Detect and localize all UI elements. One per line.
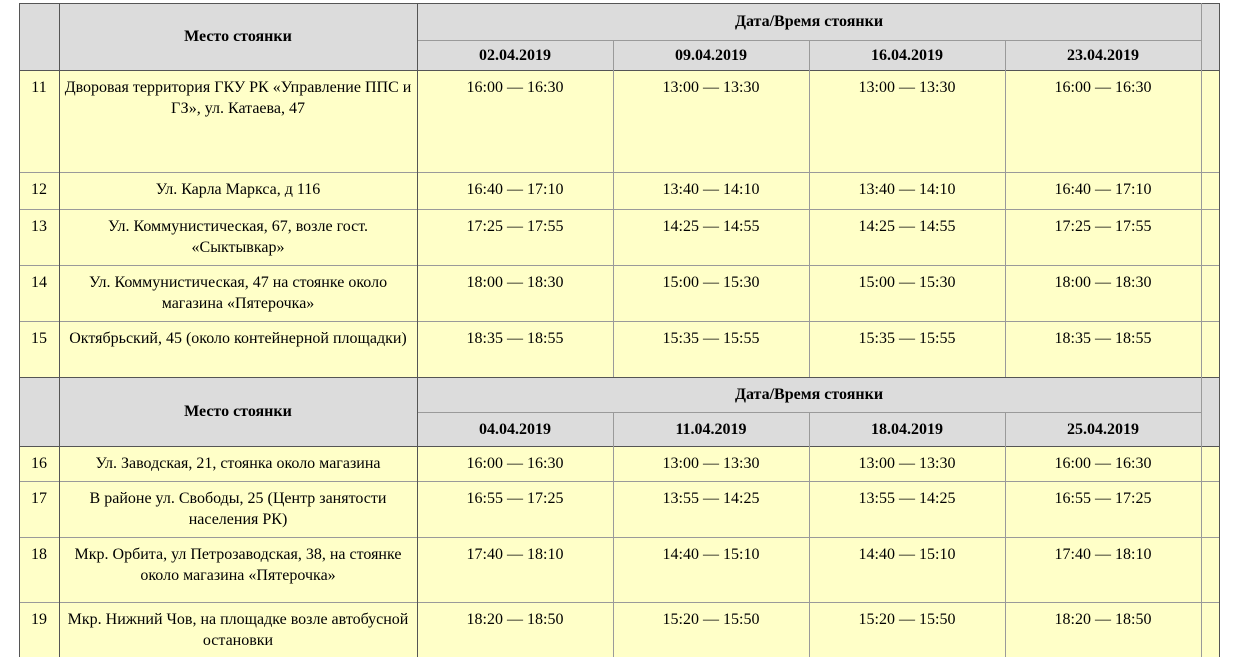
row-time: 14:40 — 15:10 — [809, 537, 1005, 602]
row-time: 16:55 — 17:25 — [1005, 481, 1201, 537]
grid-line — [19, 481, 1219, 482]
row-time: 13:00 — 13:30 — [809, 446, 1005, 481]
row-time: 17:40 — 18:10 — [1005, 537, 1201, 602]
row-time: 13:00 — 13:30 — [809, 70, 1005, 172]
row-edge — [1201, 602, 1219, 657]
row-time: 16:00 — 16:30 — [1005, 446, 1201, 481]
header-datetime: Дата/Время стоянки — [417, 377, 1201, 412]
grid-line — [59, 377, 60, 657]
grid-line — [613, 40, 614, 377]
header-place: Место стоянки — [59, 3, 417, 70]
row-time: 16:40 — 17:10 — [417, 172, 613, 209]
header-datetime: Дата/Время стоянки — [417, 3, 1201, 40]
row-number: 14 — [19, 265, 59, 321]
header-date: 04.04.2019 — [417, 412, 613, 446]
row-place: В районе ул. Свободы, 25 (Центр занятости населения РК) — [59, 481, 417, 537]
grid-line — [809, 40, 810, 377]
row-time: 13:40 — 14:10 — [809, 172, 1005, 209]
row-time: 18:00 — 18:30 — [1005, 265, 1201, 321]
row-number: 17 — [19, 481, 59, 537]
row-place: Ул. Коммунистическая, 67, возле гост. «Сыктывкар» — [59, 209, 417, 265]
row-time: 14:25 — 14:55 — [613, 209, 809, 265]
grid-line — [19, 537, 1219, 538]
grid-line — [19, 377, 1219, 378]
row-number: 16 — [19, 446, 59, 481]
header-date: 09.04.2019 — [613, 40, 809, 70]
header-place: Место стоянки — [59, 377, 417, 446]
row-time: 15:00 — 15:30 — [613, 265, 809, 321]
row-time: 14:40 — 15:10 — [613, 537, 809, 602]
row-time: 18:00 — 18:30 — [417, 265, 613, 321]
row-edge — [1201, 481, 1219, 537]
grid-line — [1005, 412, 1006, 657]
row-time: 13:55 — 14:25 — [809, 481, 1005, 537]
header-date: 02.04.2019 — [417, 40, 613, 70]
row-time: 18:20 — 18:50 — [417, 602, 613, 657]
header-number-cell — [19, 3, 59, 70]
grid-line — [1219, 377, 1220, 657]
row-time: 17:25 — 17:55 — [1005, 209, 1201, 265]
row-time: 16:00 — 16:30 — [1005, 70, 1201, 172]
row-time: 18:20 — 18:50 — [1005, 602, 1201, 657]
grid-line — [809, 412, 810, 657]
grid-line — [19, 172, 1219, 173]
row-time: 13:00 — 13:30 — [613, 446, 809, 481]
row-time: 16:40 — 17:10 — [1005, 172, 1201, 209]
row-place: Дворовая территория ГКУ РК «Управление ППС и ГЗ», ул. Катаева, 47 — [59, 70, 417, 172]
row-edge — [1201, 446, 1219, 481]
header-date: 11.04.2019 — [613, 412, 809, 446]
grid-line — [1201, 377, 1202, 657]
grid-line — [19, 602, 1219, 603]
row-time: 14:25 — 14:55 — [809, 209, 1005, 265]
grid-line — [19, 377, 20, 657]
header-date: 18.04.2019 — [809, 412, 1005, 446]
grid-line — [59, 3, 60, 377]
header-edge — [1201, 3, 1219, 70]
row-time: 15:20 — 15:50 — [809, 602, 1005, 657]
row-place: Ул. Карла Маркса, д 116 — [59, 172, 417, 209]
row-edge — [1201, 172, 1219, 209]
row-time: 15:20 — 15:50 — [613, 602, 809, 657]
grid-line — [19, 321, 1219, 322]
row-edge — [1201, 70, 1219, 172]
row-place: Мкр. Нижний Чов, на площадке возле автобусной остановки — [59, 602, 417, 657]
header-date: 23.04.2019 — [1005, 40, 1201, 70]
grid-line — [417, 377, 418, 657]
grid-line — [19, 446, 1219, 447]
row-time: 18:35 — 18:55 — [1005, 321, 1201, 377]
row-place: Ул. Коммунистическая, 47 на стоянке около магазина «Пятерочка» — [59, 265, 417, 321]
grid-line — [417, 3, 418, 377]
row-number: 12 — [19, 172, 59, 209]
row-number: 11 — [19, 70, 59, 172]
row-place: Мкр. Орбита, ул Петрозаводская, 38, на стоянке около магазина «Пятерочка» — [59, 537, 417, 602]
header-date: 16.04.2019 — [809, 40, 1005, 70]
grid-line — [1201, 3, 1202, 377]
row-number: 19 — [19, 602, 59, 657]
row-time: 16:55 — 17:25 — [417, 481, 613, 537]
row-time: 13:55 — 14:25 — [613, 481, 809, 537]
row-edge — [1201, 537, 1219, 602]
row-number: 15 — [19, 321, 59, 377]
row-time: 18:35 — 18:55 — [417, 321, 613, 377]
row-time: 15:35 — 15:55 — [809, 321, 1005, 377]
row-place: Октябрьский, 45 (около контейнерной площадки) — [59, 321, 417, 377]
row-place: Ул. Заводская, 21, стоянка около магазина — [59, 446, 417, 481]
grid-line — [1005, 40, 1006, 377]
grid-line — [1219, 3, 1220, 377]
row-number: 13 — [19, 209, 59, 265]
grid-line — [19, 3, 1219, 4]
row-time: 16:00 — 16:30 — [417, 70, 613, 172]
grid-line — [613, 412, 614, 657]
row-time: 17:25 — 17:55 — [417, 209, 613, 265]
row-time: 15:00 — 15:30 — [809, 265, 1005, 321]
row-time: 16:00 — 16:30 — [417, 446, 613, 481]
grid-line — [19, 70, 1219, 71]
row-edge — [1201, 321, 1219, 377]
grid-line — [19, 209, 1219, 210]
header-date: 25.04.2019 — [1005, 412, 1201, 446]
header-edge — [1201, 377, 1219, 446]
row-number: 18 — [19, 537, 59, 602]
grid-line — [19, 265, 1219, 266]
row-time: 15:35 — 15:55 — [613, 321, 809, 377]
row-time: 17:40 — 18:10 — [417, 537, 613, 602]
row-time: 13:00 — 13:30 — [613, 70, 809, 172]
header-number-cell — [19, 377, 59, 446]
row-edge — [1201, 209, 1219, 265]
row-edge — [1201, 265, 1219, 321]
grid-line — [19, 3, 20, 377]
row-time: 13:40 — 14:10 — [613, 172, 809, 209]
